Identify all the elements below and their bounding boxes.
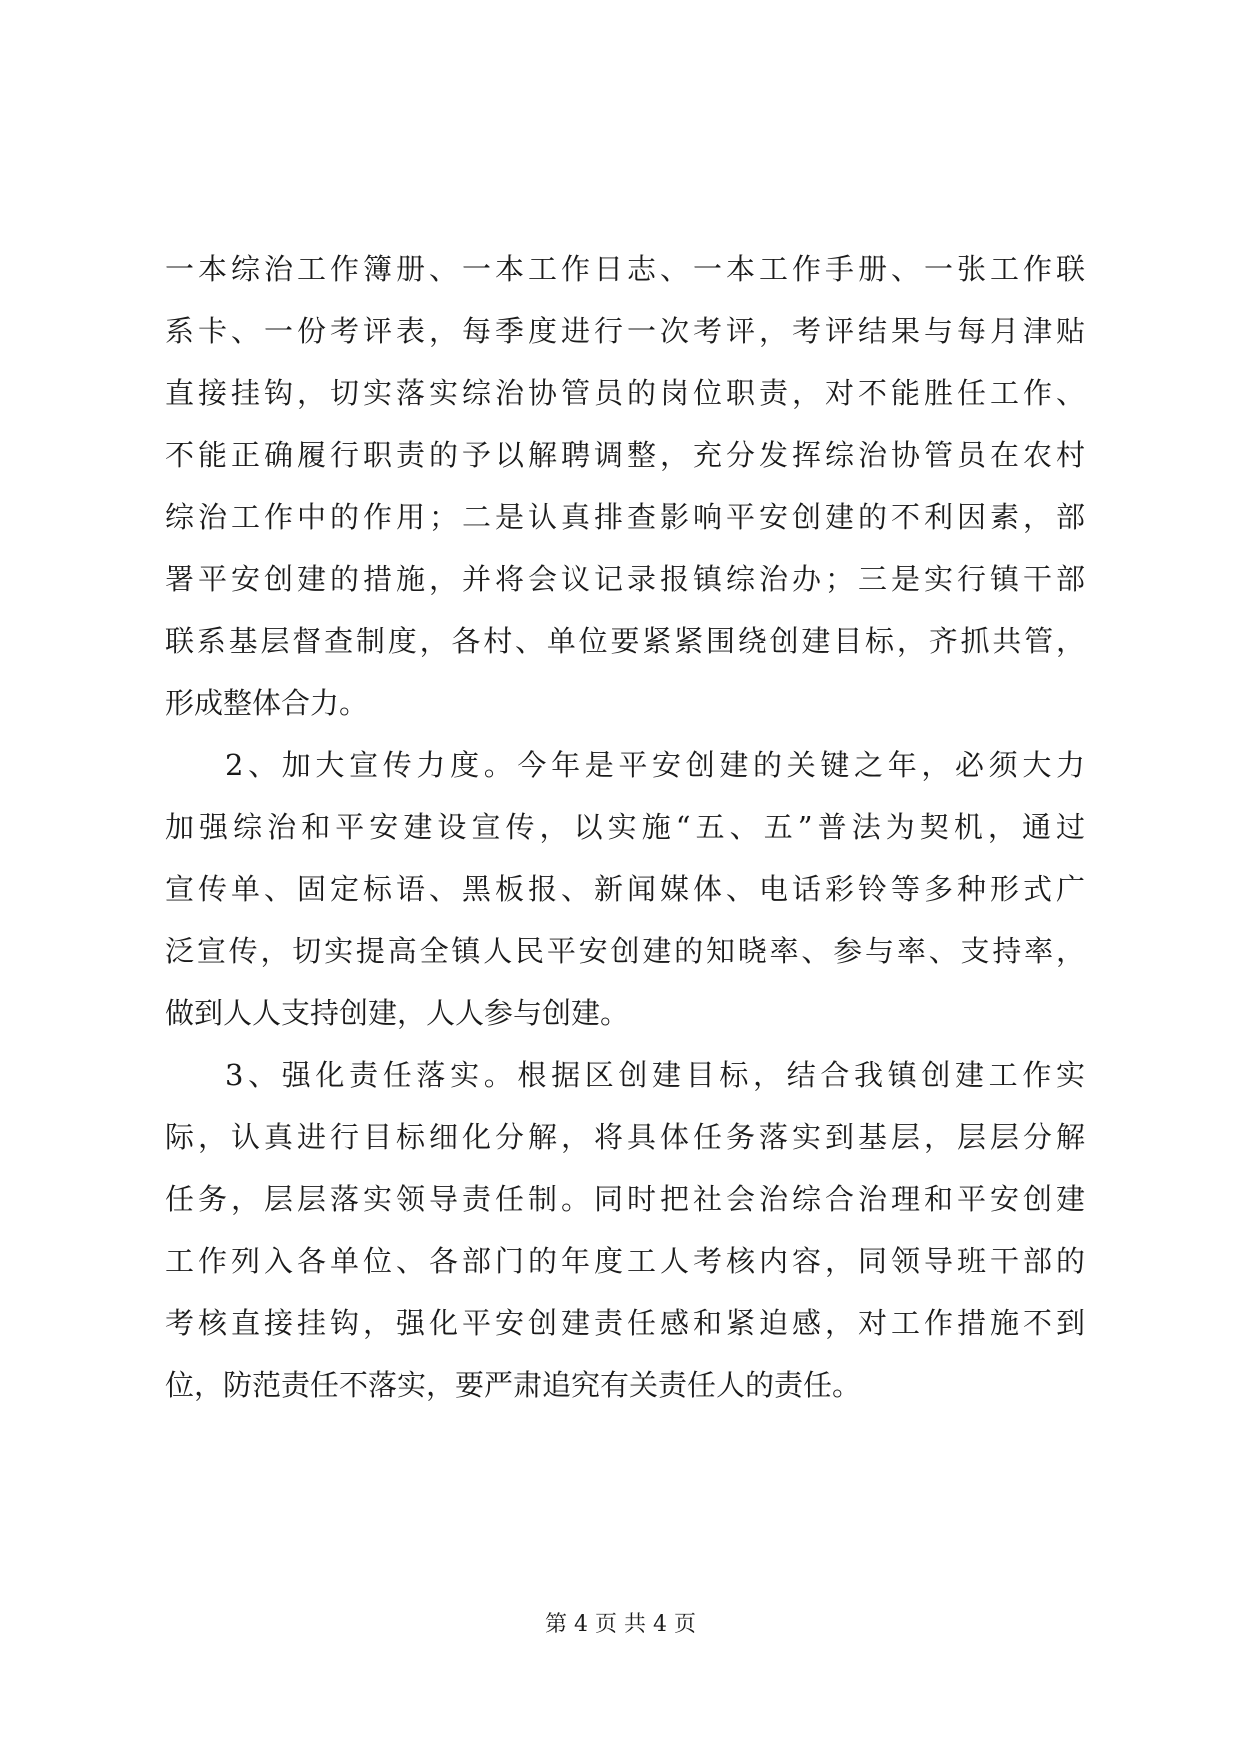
text-line: 泛宣传，切实提高全镇人民平安创建的知晓率、参与率、支持率， (165, 934, 1085, 968)
text-line: 位，防范责任不落实，要严肃追究有关责任人的责任。 (165, 1368, 862, 1402)
document-body (165, 238, 1085, 1416)
text-line: 考核直接挂钩，强化平安创建责任感和紧迫感，对工作措施不到 (165, 1306, 1085, 1340)
text-line: 系卡、一份考评表，每季度进行一次考评，考评结果与每月津贴 (165, 314, 1085, 348)
text-line: 际，认真进行目标细化分解，将具体任务落实到基层，层层分解 (165, 1120, 1085, 1154)
text-line: 联系基层督查制度，各村、单位要紧紧围绕创建目标，齐抓共管， (165, 624, 1085, 658)
text-line: 宣传单、固定标语、黑板报、新闻媒体、电话彩铃等多种形式广 (165, 872, 1085, 906)
text-line: 综治工作中的作用；二是认真排查影响平安创建的不利因素，部 (165, 500, 1085, 534)
paragraph-1 (165, 238, 1085, 734)
paragraph-3 (165, 1044, 1085, 1416)
text-line: 形成整体合力。 (165, 686, 369, 720)
text-line: 任务，层层落实领导责任制。同时把社会治综合治理和平安创建 (165, 1182, 1085, 1216)
text-line: 不能正确履行职责的予以解聘调整，充分发挥综治协管员在农村 (165, 438, 1085, 472)
text-line: 一本综治工作簿册、一本工作日志、一本工作手册、一张工作联 (165, 252, 1085, 286)
text-line: 直接挂钩，切实落实综治协管员的岗位职责，对不能胜任工作、 (165, 376, 1085, 410)
text-line: 署平安创建的措施，并将会议记录报镇综治办；三是实行镇干部 (165, 562, 1085, 596)
text-line: 2、加大宣传力度。今年是平安创建的关键之年，必须大力 (225, 748, 1085, 782)
text-line: 做到人人支持创建，人人参与创建。 (165, 996, 630, 1030)
page-footer (0, 1610, 1241, 1640)
text-line: 工作列入各单位、各部门的年度工人考核内容，同领导班干部的 (165, 1244, 1085, 1278)
page-number-label: 第 4 页 共 4 页 (545, 1612, 696, 1637)
text-line: 加强综治和平安建设宣传，以实施“五、五”普法为契机，通过 (165, 810, 1085, 844)
paragraph-2 (165, 734, 1085, 1044)
text-line: 3、强化责任落实。根据区创建目标，结合我镇创建工作实 (225, 1058, 1085, 1092)
